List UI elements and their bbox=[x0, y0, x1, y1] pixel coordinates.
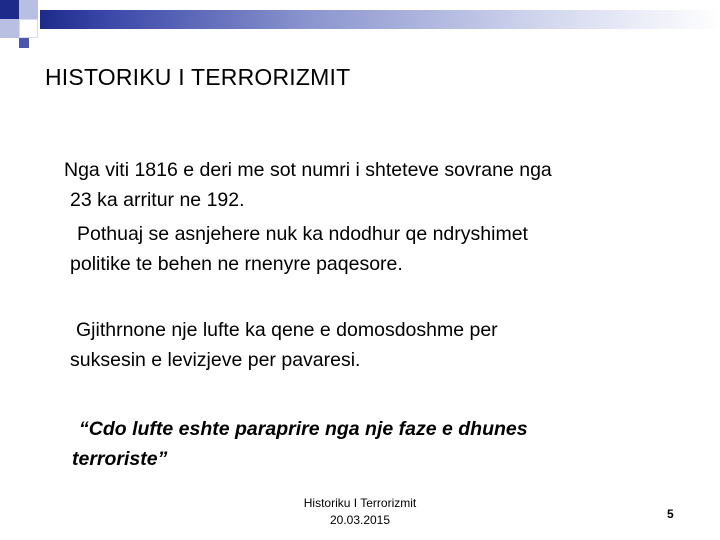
paragraph-1 bbox=[64, 155, 552, 215]
paragraph-line: 23 ka arritur ne 192. bbox=[70, 189, 245, 211]
paragraph-2 bbox=[70, 219, 528, 279]
decor-square-light bbox=[19, 0, 38, 19]
header-gradient-bar bbox=[40, 10, 720, 29]
decor-square-white bbox=[19, 19, 38, 38]
paragraph-line: suksesin e levizjeve per pavaresi. bbox=[70, 349, 361, 371]
footer-date: 20.03.2015 bbox=[329, 513, 391, 527]
footer-title: Historiku I Terrorizmit bbox=[303, 496, 417, 510]
paragraph-line: politike te behen ne rnenyre paqesore. bbox=[70, 253, 403, 275]
quote bbox=[72, 414, 528, 474]
quote-line: “Cdo lufte eshte paraprire nga nje faze e dhunes bbox=[79, 418, 528, 440]
footer bbox=[280, 495, 440, 529]
paragraph-3 bbox=[70, 315, 498, 375]
slide-title: HISTORIKU I TERRORIZMIT bbox=[45, 64, 351, 90]
decor-square-mid bbox=[19, 38, 29, 48]
page-number: 5 bbox=[667, 507, 674, 521]
paragraph-line: Nga viti 1816 e deri me sot numri i shteteve sovrane nga bbox=[64, 159, 552, 181]
decor-square-light bbox=[0, 19, 19, 38]
quote-line: terroriste” bbox=[72, 448, 168, 470]
paragraph-line: Gjithrnone nje lufte ka qene e domosdoshme per bbox=[76, 319, 498, 341]
paragraph-line: Pothuaj se asnjehere nuk ka ndodhur qe ndryshimet bbox=[77, 223, 528, 245]
decor-square-dark bbox=[0, 0, 19, 19]
